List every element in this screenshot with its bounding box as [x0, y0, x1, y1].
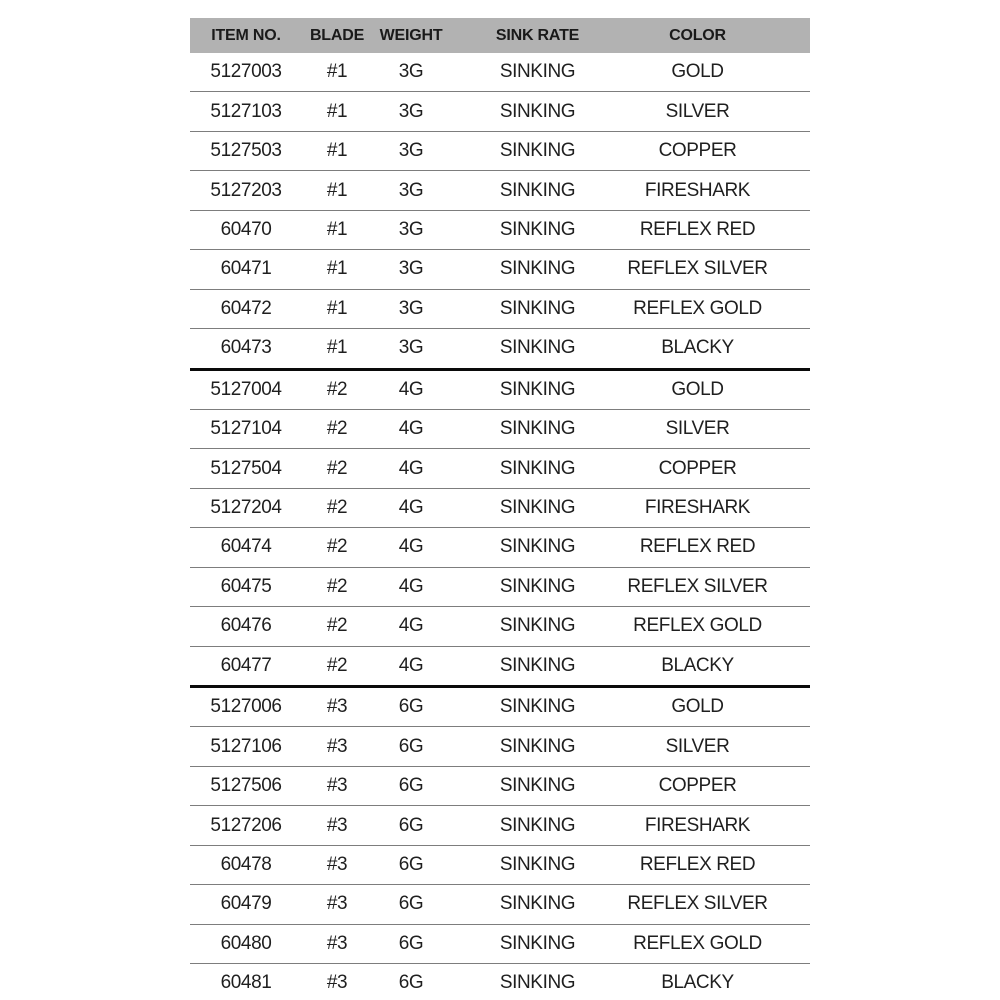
table-cell-weight: 6G [372, 885, 450, 924]
table-cell-weight: 4G [372, 607, 450, 646]
table-cell-item-no: 5127503 [190, 131, 302, 170]
table-cell-blade: #3 [302, 964, 372, 1000]
table-cell-color: GOLD [625, 687, 810, 727]
table-cell-weight: 6G [372, 806, 450, 845]
table-cell-sink-rate: SINKING [450, 646, 625, 686]
column-header-sink-rate: SINK RATE [450, 18, 625, 53]
table-cell-item-no: 60471 [190, 250, 302, 289]
table-cell-blade: #3 [302, 727, 372, 766]
table-cell-item-no: 5127504 [190, 449, 302, 488]
table-row [190, 409, 810, 448]
table-cell-weight: 4G [372, 528, 450, 567]
table-cell-item-no: 60479 [190, 885, 302, 924]
table-cell-color: REFLEX SILVER [625, 567, 810, 606]
table-cell-item-no: 5127104 [190, 409, 302, 448]
table-cell-color: REFLEX RED [625, 845, 810, 884]
table-row [190, 687, 810, 727]
table-cell-item-no: 60477 [190, 646, 302, 686]
table-cell-sink-rate: SINKING [450, 250, 625, 289]
table-cell-weight: 3G [372, 250, 450, 289]
table-cell-weight: 4G [372, 488, 450, 527]
table-cell-item-no: 60470 [190, 210, 302, 249]
table-cell-item-no: 60473 [190, 329, 302, 369]
table-row [190, 727, 810, 766]
table-cell-blade: #1 [302, 171, 372, 210]
table-cell-item-no: 60478 [190, 845, 302, 884]
table-cell-color: REFLEX RED [625, 210, 810, 249]
table-cell-item-no: 5127204 [190, 488, 302, 527]
table-header-row [190, 18, 810, 53]
table-row [190, 488, 810, 527]
table-cell-item-no: 60480 [190, 924, 302, 963]
table-row [190, 845, 810, 884]
table-cell-color: BLACKY [625, 646, 810, 686]
table-cell-blade: #1 [302, 53, 372, 92]
table-row [190, 53, 810, 92]
table-cell-sink-rate: SINKING [450, 806, 625, 845]
table-row [190, 92, 810, 131]
table-cell-color: GOLD [625, 369, 810, 409]
table-cell-weight: 3G [372, 131, 450, 170]
table-cell-sink-rate: SINKING [450, 409, 625, 448]
table-cell-blade: #3 [302, 806, 372, 845]
table-cell-weight: 6G [372, 727, 450, 766]
table-row [190, 885, 810, 924]
table-cell-color: GOLD [625, 53, 810, 92]
table-cell-blade: #2 [302, 488, 372, 527]
table-row [190, 369, 810, 409]
table-cell-color: COPPER [625, 131, 810, 170]
table-cell-sink-rate: SINKING [450, 687, 625, 727]
table-row [190, 567, 810, 606]
table-cell-color: REFLEX SILVER [625, 885, 810, 924]
table-cell-weight: 4G [372, 409, 450, 448]
table-cell-item-no: 60481 [190, 964, 302, 1000]
table-cell-sink-rate: SINKING [450, 924, 625, 963]
table-cell-item-no: 60476 [190, 607, 302, 646]
table-cell-sink-rate: SINKING [450, 845, 625, 884]
table-cell-color: SILVER [625, 92, 810, 131]
table-cell-color: COPPER [625, 766, 810, 805]
table-cell-color: REFLEX RED [625, 528, 810, 567]
table-cell-item-no: 60475 [190, 567, 302, 606]
table-cell-sink-rate: SINKING [450, 567, 625, 606]
table-cell-blade: #1 [302, 329, 372, 369]
table-cell-item-no: 5127004 [190, 369, 302, 409]
table-cell-sink-rate: SINKING [450, 766, 625, 805]
table-row [190, 250, 810, 289]
table-cell-color: SILVER [625, 727, 810, 766]
table-cell-weight: 6G [372, 687, 450, 727]
table-cell-sink-rate: SINKING [450, 727, 625, 766]
table-cell-item-no: 5127206 [190, 806, 302, 845]
table-cell-blade: #2 [302, 369, 372, 409]
table-row [190, 329, 810, 369]
table-row [190, 131, 810, 170]
table-cell-blade: #1 [302, 131, 372, 170]
table-row [190, 449, 810, 488]
table-cell-blade: #2 [302, 449, 372, 488]
table-cell-item-no: 5127106 [190, 727, 302, 766]
table-row [190, 528, 810, 567]
table-cell-weight: 3G [372, 92, 450, 131]
table-cell-color: FIRESHARK [625, 488, 810, 527]
table-cell-color: FIRESHARK [625, 806, 810, 845]
table-cell-item-no: 60474 [190, 528, 302, 567]
table-cell-weight: 6G [372, 964, 450, 1000]
table-cell-blade: #2 [302, 567, 372, 606]
table-cell-blade: #1 [302, 250, 372, 289]
table-cell-color: BLACKY [625, 964, 810, 1000]
table-cell-color: REFLEX GOLD [625, 289, 810, 328]
table-cell-blade: #1 [302, 92, 372, 131]
table-cell-item-no: 5127003 [190, 53, 302, 92]
table-cell-sink-rate: SINKING [450, 289, 625, 328]
table-cell-blade: #2 [302, 607, 372, 646]
table-cell-weight: 6G [372, 766, 450, 805]
table-cell-sink-rate: SINKING [450, 210, 625, 249]
table-cell-blade: #3 [302, 845, 372, 884]
table-cell-item-no: 5127103 [190, 92, 302, 131]
table-cell-weight: 4G [372, 449, 450, 488]
table-cell-blade: #3 [302, 766, 372, 805]
table-cell-blade: #2 [302, 409, 372, 448]
table-row [190, 289, 810, 328]
table-cell-blade: #3 [302, 885, 372, 924]
table-cell-weight: 6G [372, 924, 450, 963]
table-cell-blade: #2 [302, 528, 372, 567]
column-header-blade: BLADE [302, 18, 372, 53]
table-body [190, 53, 810, 1000]
table-cell-item-no: 5127506 [190, 766, 302, 805]
table-cell-weight: 3G [372, 289, 450, 328]
table-row [190, 171, 810, 210]
table-cell-item-no: 60472 [190, 289, 302, 328]
table-cell-weight: 3G [372, 329, 450, 369]
table-cell-weight: 3G [372, 53, 450, 92]
table-cell-color: SILVER [625, 409, 810, 448]
table-cell-sink-rate: SINKING [450, 329, 625, 369]
table-cell-sink-rate: SINKING [450, 369, 625, 409]
table-cell-blade: #1 [302, 289, 372, 328]
table-row [190, 607, 810, 646]
table-cell-color: BLACKY [625, 329, 810, 369]
table-cell-sink-rate: SINKING [450, 528, 625, 567]
table-cell-color: REFLEX SILVER [625, 250, 810, 289]
table-cell-weight: 6G [372, 845, 450, 884]
table-cell-color: REFLEX GOLD [625, 924, 810, 963]
table-row [190, 924, 810, 963]
column-header-weight: WEIGHT [372, 18, 450, 53]
table-cell-sink-rate: SINKING [450, 53, 625, 92]
table-cell-blade: #2 [302, 646, 372, 686]
table-cell-sink-rate: SINKING [450, 607, 625, 646]
table-cell-weight: 3G [372, 171, 450, 210]
table-cell-blade: #1 [302, 210, 372, 249]
table-cell-weight: 3G [372, 210, 450, 249]
table-cell-weight: 4G [372, 646, 450, 686]
table-cell-weight: 4G [372, 567, 450, 606]
table-cell-color: FIRESHARK [625, 171, 810, 210]
table-cell-item-no: 5127203 [190, 171, 302, 210]
table-cell-sink-rate: SINKING [450, 449, 625, 488]
table-cell-sink-rate: SINKING [450, 488, 625, 527]
table-row [190, 766, 810, 805]
table-cell-sink-rate: SINKING [450, 92, 625, 131]
table-cell-sink-rate: SINKING [450, 885, 625, 924]
table-row [190, 964, 810, 1000]
table-cell-color: REFLEX GOLD [625, 607, 810, 646]
table-cell-sink-rate: SINKING [450, 131, 625, 170]
table-cell-sink-rate: SINKING [450, 964, 625, 1000]
table-cell-blade: #3 [302, 924, 372, 963]
table-row [190, 806, 810, 845]
table-cell-weight: 4G [372, 369, 450, 409]
table-row [190, 210, 810, 249]
column-header-color: COLOR [625, 18, 810, 53]
product-spec-table [190, 18, 810, 1000]
table-cell-blade: #3 [302, 687, 372, 727]
table-cell-item-no: 5127006 [190, 687, 302, 727]
table-cell-color: COPPER [625, 449, 810, 488]
table-cell-sink-rate: SINKING [450, 171, 625, 210]
column-header-item-no: ITEM NO. [190, 18, 302, 53]
table-row [190, 646, 810, 686]
